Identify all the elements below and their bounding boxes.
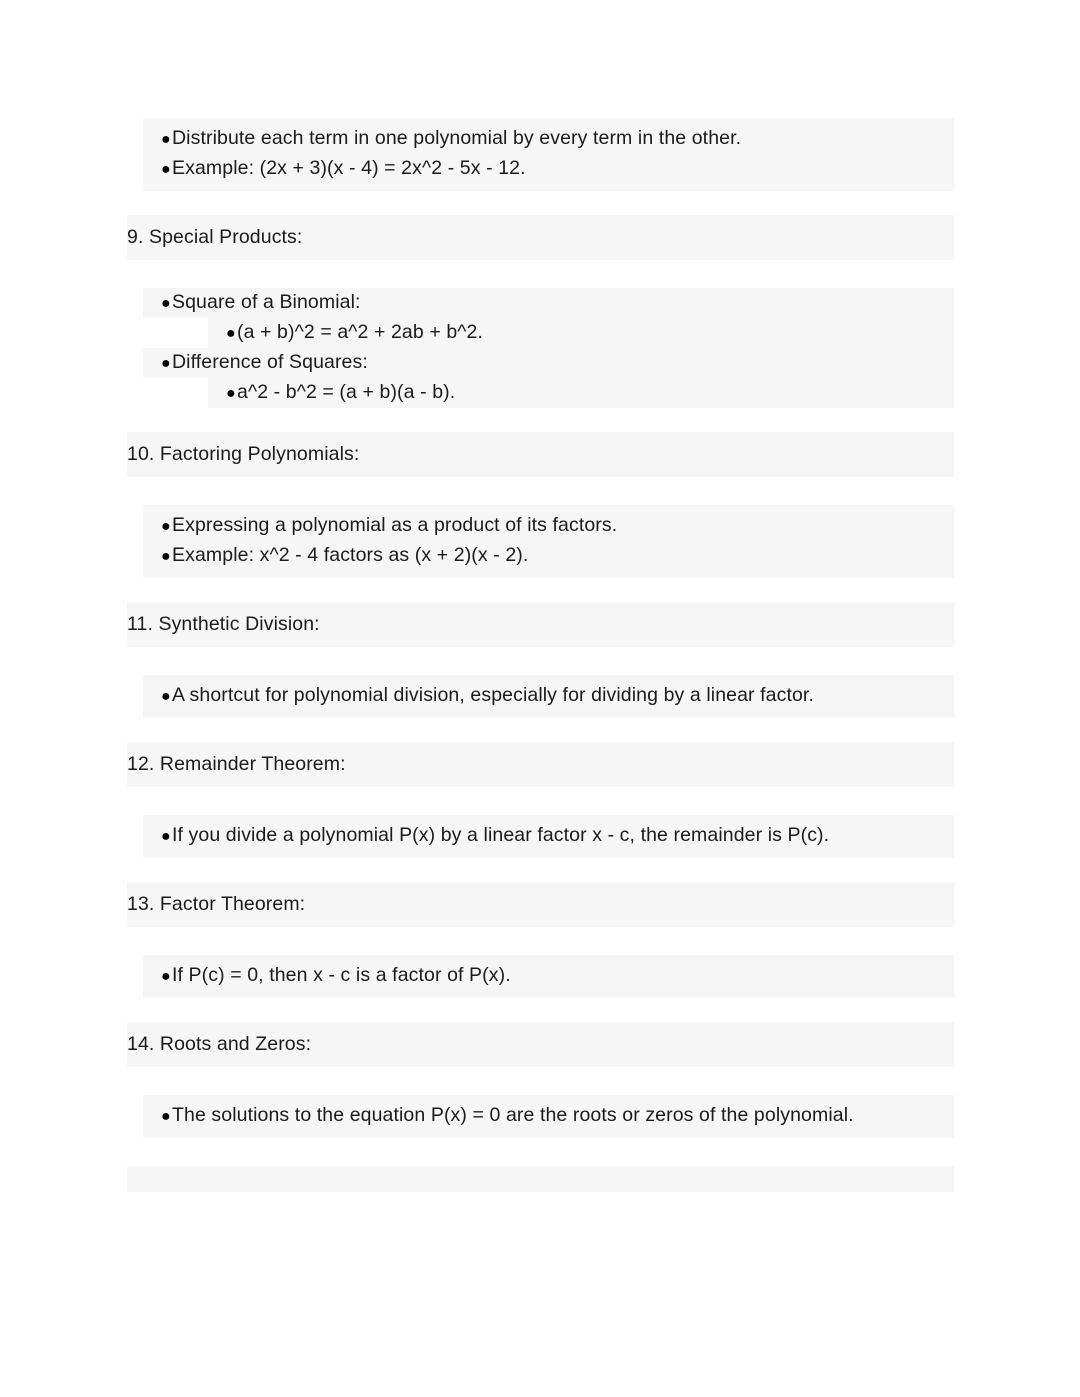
spacer	[0, 718, 1080, 742]
bullet-point-icon: ●	[161, 295, 171, 312]
list-item-text: Example: (2x + 3)(x - 4) = 2x^2 - 5x - 12.	[172, 157, 526, 179]
bullet-point-icon: ●	[161, 828, 171, 845]
nested-list-item	[208, 378, 954, 408]
list-item	[143, 124, 954, 154]
list-item-text: Square of a Binomial:	[172, 291, 361, 313]
section-heading-11	[127, 602, 954, 647]
spacer	[0, 927, 1080, 955]
spacer	[0, 998, 1080, 1022]
bullet-point-icon: ●	[161, 518, 171, 535]
spacer	[0, 1067, 1080, 1095]
list-item	[143, 511, 954, 541]
bullet-point-icon: ●	[161, 161, 171, 178]
section-11-bullet-list	[143, 675, 954, 718]
heading-text: 9. Special Products:	[127, 226, 303, 248]
spacer	[0, 858, 1080, 882]
list-item-text: Expressing a polynomial as a product of its factors.	[172, 514, 618, 536]
intro-bullet-list	[143, 118, 954, 191]
list-item	[143, 348, 954, 378]
bullet-list	[143, 821, 954, 851]
bullet-point-icon: ●	[226, 385, 236, 402]
bullet-list	[143, 961, 954, 991]
list-item	[143, 1101, 954, 1131]
spacer	[0, 260, 1080, 288]
heading-text: 13. Factor Theorem:	[127, 893, 306, 915]
section-heading-12	[127, 742, 954, 787]
section-12-bullet-list	[143, 815, 954, 858]
bullet-point-icon: ●	[161, 548, 171, 565]
nested-list-item-text: (a + b)^2 = a^2 + 2ab + b^2.	[237, 321, 483, 343]
list-item	[143, 961, 954, 991]
nested-list-item-text: a^2 - b^2 = (a + b)(a - b).	[237, 381, 456, 403]
bullet-point-icon: ●	[161, 131, 171, 148]
section-heading-9	[127, 215, 954, 260]
section-10-bullet-list	[143, 505, 954, 578]
bullet-list	[143, 124, 954, 184]
list-item	[143, 288, 954, 318]
list-item-text: Distribute each term in one polynomial by every term in the other.	[172, 127, 742, 149]
bullet-list	[143, 288, 954, 408]
spacer	[0, 787, 1080, 815]
spacer	[0, 191, 1080, 215]
list-item	[143, 821, 954, 851]
bullet-list	[143, 1101, 954, 1131]
spacer	[0, 1138, 1080, 1166]
nested-list-item	[208, 318, 954, 348]
list-item-text: A shortcut for polynomial division, especially for dividing by a linear factor.	[172, 684, 814, 706]
spacer	[0, 647, 1080, 675]
section-heading-10	[127, 432, 954, 477]
bullet-list	[143, 681, 954, 711]
heading-text: 10. Factoring Polynomials:	[127, 443, 360, 465]
bullet-point-icon: ●	[161, 1108, 171, 1125]
bullet-list	[143, 511, 954, 571]
spacer	[0, 477, 1080, 505]
list-item-text: Difference of Squares:	[172, 351, 368, 373]
section-14-bullet-list	[143, 1095, 954, 1138]
heading-text: 14. Roots and Zeros:	[127, 1033, 312, 1055]
section-13-bullet-list	[143, 955, 954, 998]
list-item-text: If P(c) = 0, then x - c is a factor of P(x).	[172, 964, 511, 986]
heading-text: 11. Synthetic Division:	[127, 613, 320, 635]
list-item	[143, 681, 954, 711]
trailing-empty-block	[127, 1166, 954, 1192]
spacer	[0, 578, 1080, 602]
list-item-text: The solutions to the equation P(x) = 0 are the roots or zeros of the polynomial.	[172, 1104, 854, 1126]
list-item-text: Example: x^2 - 4 factors as (x + 2)(x - 2).	[172, 544, 529, 566]
list-item	[143, 541, 954, 571]
bullet-point-icon: ●	[161, 968, 171, 985]
bullet-point-icon: ●	[161, 688, 171, 705]
section-heading-14	[127, 1022, 954, 1067]
section-heading-13	[127, 882, 954, 927]
bullet-point-icon: ●	[226, 325, 236, 342]
spacer	[0, 408, 1080, 432]
list-item	[143, 154, 954, 184]
heading-text: 12. Remainder Theorem:	[127, 753, 346, 775]
bullet-point-icon: ●	[161, 355, 171, 372]
list-item-text: If you divide a polynomial P(x) by a linear factor x - c, the remainder is P(c).	[172, 824, 830, 846]
section-9-bullet-list	[143, 288, 954, 408]
